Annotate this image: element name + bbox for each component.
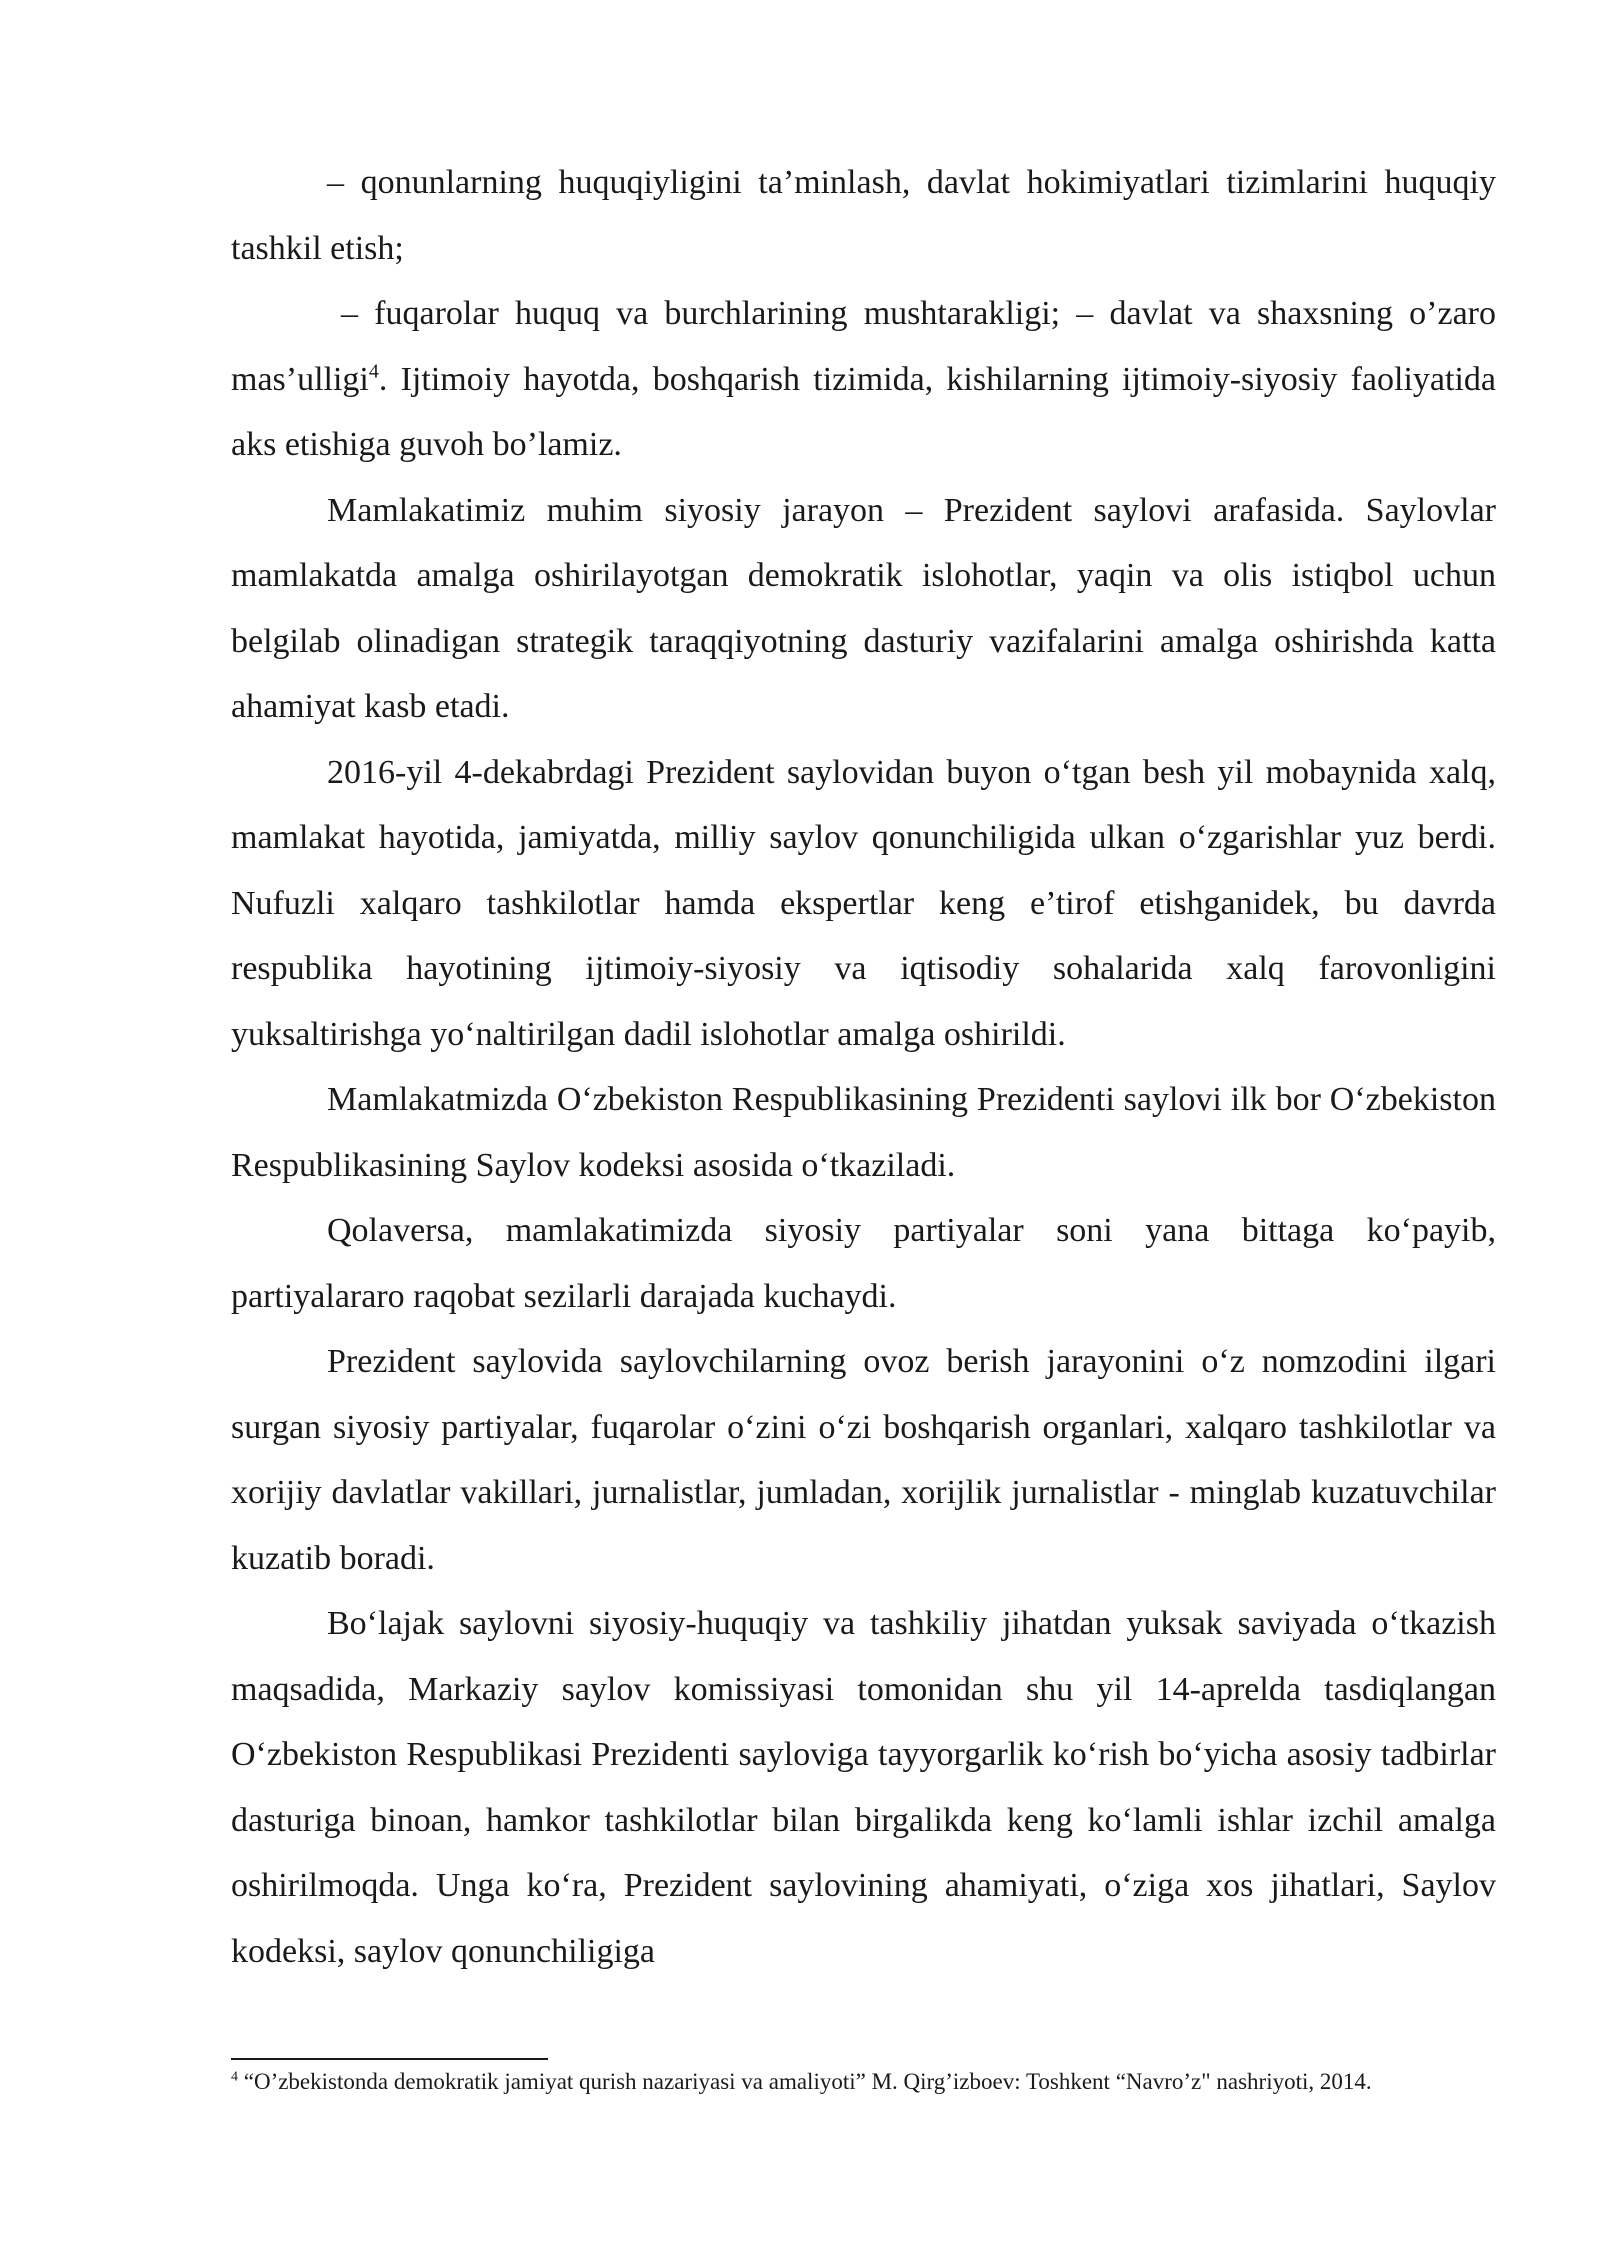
paragraph-6: Qolaversa, mamlakatimizda siyosiy partiyalar soni yana bittaga koʻpayib, partiyalararo raqobat sezilarli darajada kuchaydi. [231, 1212, 1496, 1315]
footnote-number: 4 [231, 2069, 238, 2085]
paragraph-3: Mamlakatimiz muhim siyosiy jarayon – Prezident saylovi arafasida. Saylovlar mamlakatda amalga oshirilayotgan demokratik islohotlar, yaqin va olis istiqbol uchun belgilab olinadigan strategik taraqqiyotning dasturiy vazifalarini amalga oshirishda katta ahamiyat kasb etadi. [231, 491, 1496, 725]
paragraph-2 [231, 281, 1496, 478]
paragraph-5: Mamlakatmizda Oʻzbekiston Respublikasining Prezidenti saylovi ilk bor Oʻzbekiston Respublikasining Saylov kodeksi asosida oʻtkaziladi. [231, 1081, 1496, 1184]
footnote [231, 2066, 1496, 2097]
paragraph-7: Prezident saylovida saylovchilarning ovoz berish jarayonini oʻz nomzodini ilgari surgan siyosiy partiyalar, fuqarolar oʻzini oʻzi boshqarish organlari, xalqaro tashkilotlar va xorijiy davlatlar vakillari, jurnalistlar, jumladan, xorijlik jurnalistlar - minglab kuzatuvchilar kuzatib boradi. [231, 1343, 1496, 1577]
paragraph-2-end: . Ijtimoiy hayotda, boshqarish tizimida, kishilarning ijtimoiy-siyosiy faoliyatida aks etishiga guvoh bo’lamiz. [231, 360, 1496, 463]
paragraph-4: 2016-yil 4-dekabrdagi Prezident saylovidan buyon oʻtgan besh yil mobaynida xalq, mamlakat hayotida, jamiyatda, milliy saylov qonunchiligida ulkan oʻzgarishlar yuz berdi. Nufuzli xalqaro tashkilotlar hamda ekspertlar keng e’tirof etishganidek, bu davrda respublika hayotining ijtimoiy-siyosiy va iqtisodiy sohalarida xalq farovonligini yuksaltirishga yoʻnaltirilgan dadil islohotlar amalga oshirildi. [231, 753, 1496, 1053]
footnote-separator [231, 2058, 548, 2060]
paragraph-8: Boʻlajak saylovni siyosiy-huquqiy va tashkiliy jihatdan yuksak saviyada oʻtkazish maqsadida, Markaziy saylov komissiyasi tomonidan shu yil 14-aprelda tasdiqlangan Oʻzbekiston Respublikasi Prezidenti sayloviga tayyorgarlik koʻrish boʻyicha asosiy tadbirlar dasturiga binoan, hamkor tashkilotlar bilan birgalikda keng koʻlamli ishlar izchil amalga oshirilmoqda. Unga koʻra, Prezident saylovining ahamiyati, oʻziga xos jihatlari, Saylov kodeksi, saylov qonunchiligiga [231, 1605, 1496, 1970]
paragraph-2-start: – fuqarolar huquq va burchlarining mushtarakligi; – davlat va shaxsning o’zaro mas’ulligi [231, 295, 1496, 398]
footnote-text: “O’zbekistonda demokratik jamiyat qurish nazariyasi va amaliyoti” M. Qirg’izboev: Toshkent “Navro’z" nashriyoti, 2014. [243, 2069, 1372, 2094]
paragraph-1: – qonunlarning huquqiyligini ta’minlash, davlat hokimiyatlari tizimlarini huquqiy tashkil etish; [231, 164, 1496, 267]
body-text [231, 150, 1496, 1984]
footnote-reference: 4 [368, 360, 379, 383]
